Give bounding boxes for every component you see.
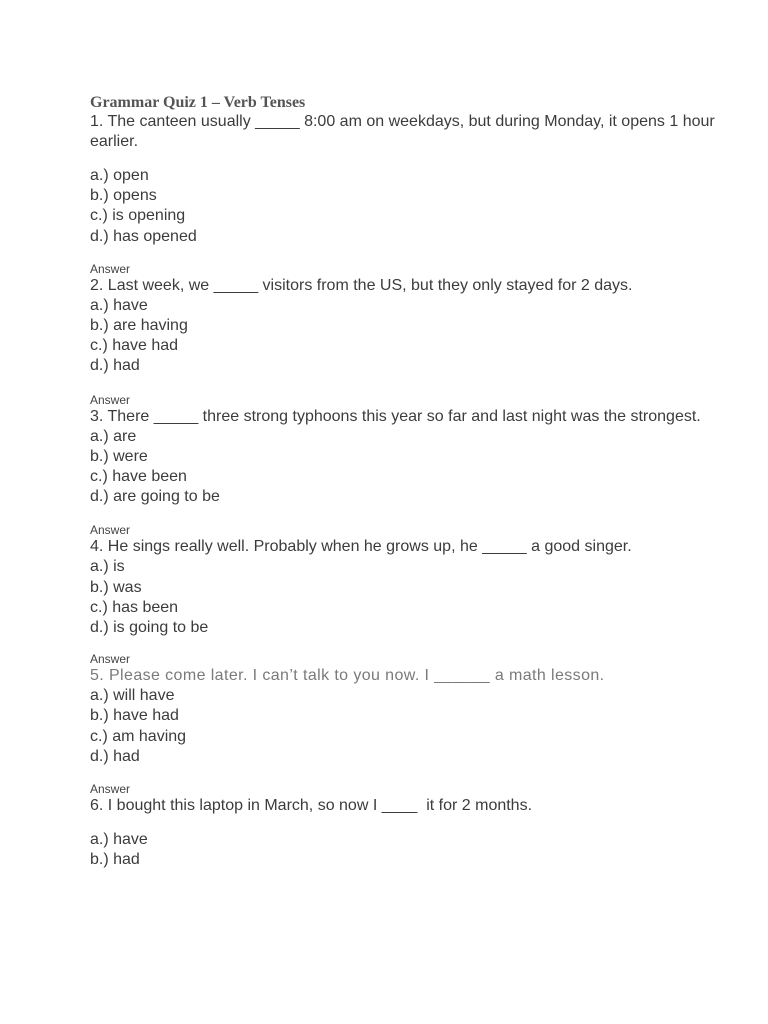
- question-1-options: [90, 166, 730, 247]
- question-6-options: [90, 830, 730, 870]
- question-5-options: [90, 686, 730, 767]
- option-6b: b.) had: [90, 851, 140, 869]
- option-2a: a.) have: [90, 296, 148, 314]
- option-4d: d.) is going to be: [90, 619, 209, 637]
- option-5d: d.) had: [90, 747, 140, 765]
- option-2d: d.) had: [90, 357, 140, 375]
- question-2-options: [90, 296, 730, 377]
- question-2: 2. Last week, we _____ visitors from the US, but they only stayed for 2 days.: [90, 276, 633, 294]
- option-4c: c.) has been: [90, 598, 179, 616]
- question-5: 5. Please come later. I can’t talk to you now. I ______ a math lesson.: [90, 667, 605, 685]
- question-4-options: [90, 557, 730, 638]
- option-3c: c.) have been: [90, 468, 187, 486]
- question-6: 6. I bought this laptop in March, so now I ____ it for 2 months.: [90, 797, 533, 815]
- question-3-options: [90, 427, 730, 508]
- option-4b: b.) was: [90, 578, 142, 596]
- option-1b: b.) opens: [90, 187, 157, 205]
- option-5c: c.) am having: [90, 727, 187, 745]
- answer-link[interactable]: Answer: [90, 523, 131, 538]
- option-5a: a.) will have: [90, 687, 175, 705]
- question-4: 4. He sings really well. Probably when he grows up, he _____ a good singer.: [90, 538, 632, 556]
- answer-link[interactable]: Answer: [90, 261, 131, 276]
- option-3b: b.) were: [90, 447, 148, 465]
- option-2b: b.) are having: [90, 317, 188, 335]
- option-1c: c.) is opening: [90, 207, 186, 225]
- option-1a: a.) open: [90, 167, 149, 184]
- option-2c: c.) have had: [90, 337, 179, 355]
- answer-link[interactable]: Answer: [90, 782, 131, 797]
- option-6a: a.) have: [90, 831, 148, 849]
- page-title: Grammar Quiz 1 – Verb Tenses: [90, 94, 306, 111]
- question-3: 3. There _____ three strong typhoons this year so far and last night was the strongest.: [90, 407, 701, 425]
- option-3d: d.) are going to be: [90, 488, 220, 506]
- answer-link[interactable]: Answer: [90, 652, 131, 667]
- quiz-document: [90, 94, 730, 870]
- answer-link[interactable]: Answer: [90, 392, 131, 407]
- option-5b: b.) have had: [90, 707, 179, 725]
- option-1d: d.) has opened: [90, 227, 197, 245]
- option-4a: a.) is: [90, 558, 125, 576]
- question-1: 1. The canteen usually _____ 8:00 am on weekdays, but during Monday, it opens 1 hour earlier.: [90, 113, 715, 150]
- option-3a: a.) are: [90, 427, 137, 445]
